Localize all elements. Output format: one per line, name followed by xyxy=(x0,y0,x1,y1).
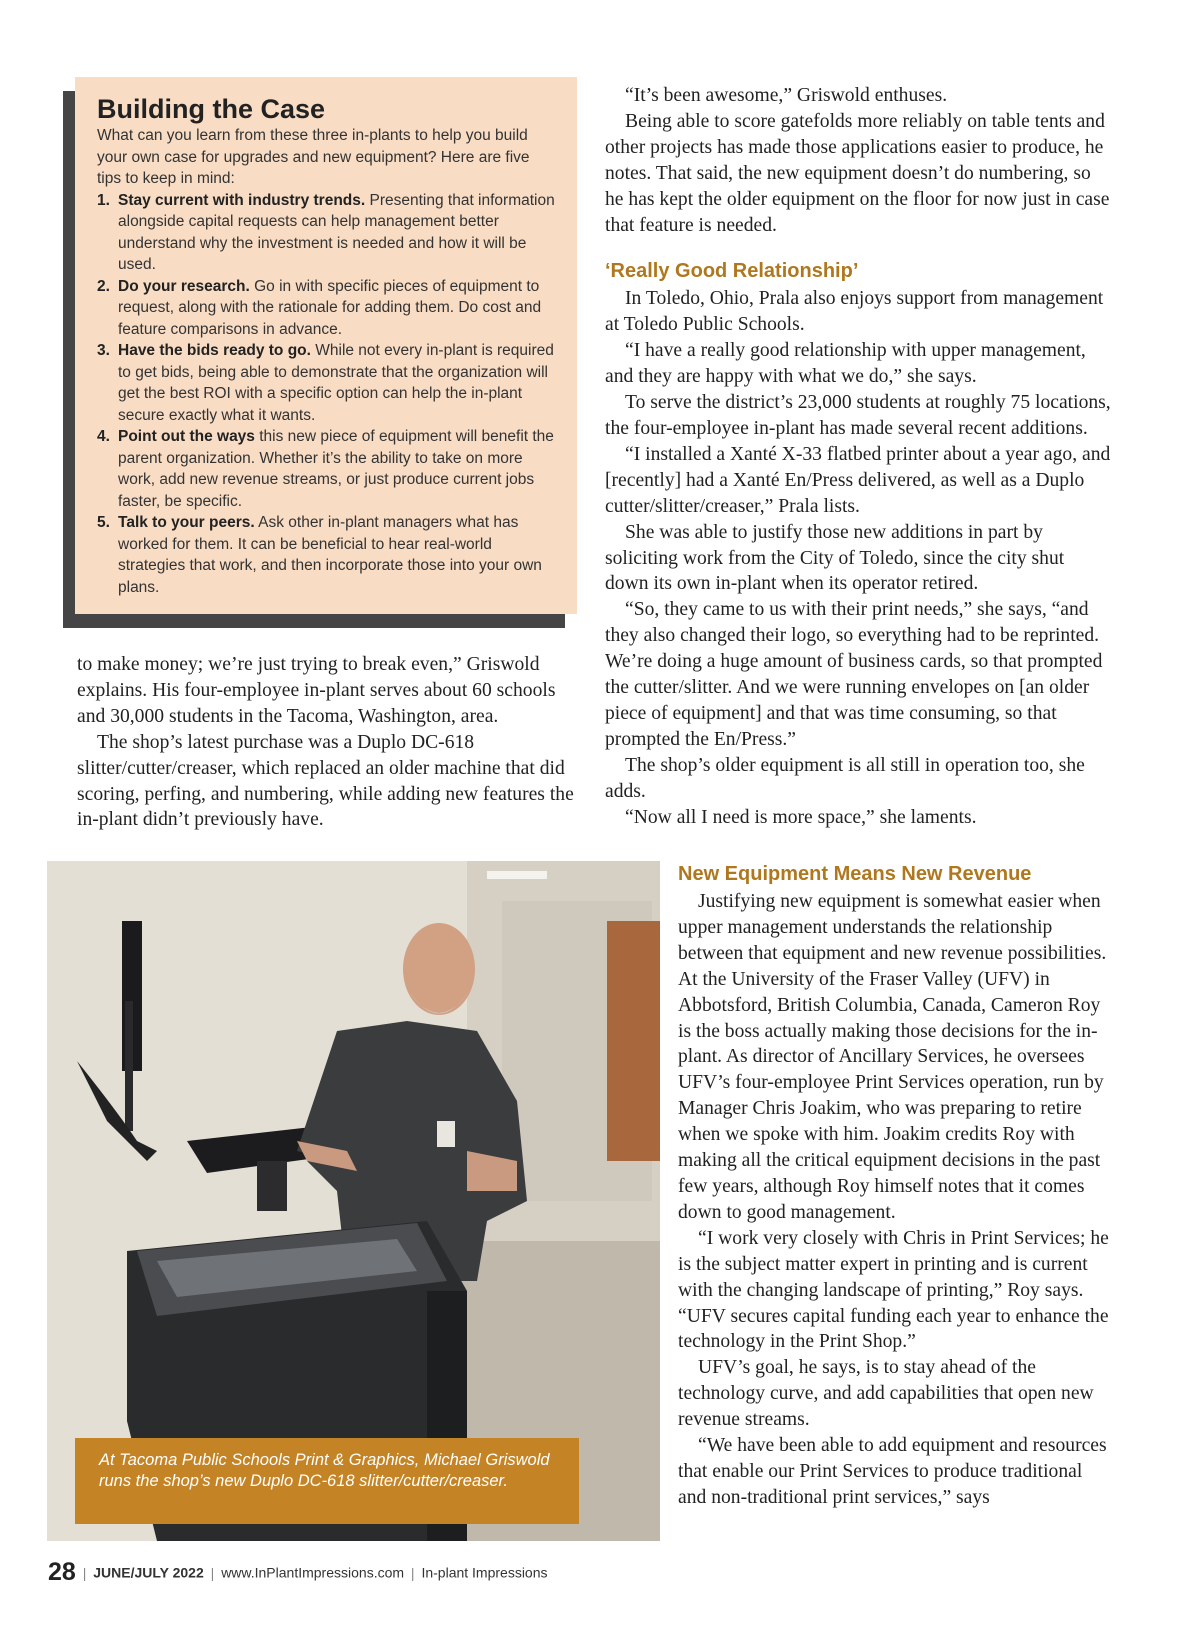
issue-date: JUNE/JULY 2022 xyxy=(93,1564,204,1581)
body-paragraph: “Now all I need is more space,” she laments. xyxy=(625,806,977,828)
section-heading-new-revenue: New Equipment Means New Revenue xyxy=(678,863,1032,885)
tip-number: 2. xyxy=(97,277,110,295)
tip-number: 5. xyxy=(97,514,110,531)
sidebar-intro: What can you learn from these three in-plants to help you build your own case for upgrades and new equipment? Here are five tips to keep in mind: xyxy=(97,127,530,187)
tip-item xyxy=(97,426,555,512)
website-link[interactable]: www.InPlantImpressions.com xyxy=(221,1564,405,1581)
tip-item xyxy=(97,276,555,341)
sidebar-title: Building the Case xyxy=(97,94,326,124)
page-footer xyxy=(48,1558,548,1598)
footer-separator: | xyxy=(410,1564,415,1581)
tip-text: Go in with specific pieces of equipment to request, along with the rationale for adding them. Do cost and feature comparisons in advance. xyxy=(118,277,542,338)
tip-item xyxy=(97,512,555,598)
photo-caption: At Tacoma Public Schools Print & Graphics, Michael Griswold runs the shop’s new Duplo DC-618 slitter/cutter/creaser. xyxy=(75,1438,579,1524)
right-column-bottom-text xyxy=(678,859,1110,1511)
tip-lead: Stay current with industry trends. xyxy=(118,191,366,209)
section-heading-relationship: ‘Really Good Relationship’ xyxy=(605,260,859,283)
body-paragraph: She was able to justify those new additions in part by soliciting work from the City of Toledo, since the city shut down its own in-plant when its operator retired. xyxy=(605,521,1065,595)
body-paragraph: The shop’s latest purchase was a Duplo DC-618 slitter/cutter/creaser, which replaced an older machine that did scoring, perfing, and numbering, while adding new features the in-plant didn’t previously have. xyxy=(77,731,574,831)
tip-lead: Do your research. xyxy=(118,277,250,295)
page-number: 28 xyxy=(48,1558,76,1586)
body-paragraph: In Toledo, Ohio, Prala also enjoys support from management at Toledo Public Schools. xyxy=(605,288,1104,336)
body-paragraph: To serve the district’s 23,000 students at roughly 75 locations, the four-employee in-plant has made several recent additions. xyxy=(605,392,1111,439)
footer-separator: | xyxy=(210,1564,215,1581)
body-paragraph: “It’s been awesome,” Griswold enthuses. xyxy=(625,85,948,106)
tip-number: 4. xyxy=(97,428,110,445)
footer-separator: | xyxy=(82,1564,87,1581)
tip-text: While not every in-plant is required to get bids, being able to demonstrate that the organization will get the best ROI with a specific option can help the in-plant secure exactly what it wants. xyxy=(118,342,554,424)
tip-text: this new piece of equipment will benefit the parent organization. Whether it’s the ability to take on more work, add new revenue streams, or just produce current jobs faster, be specific. xyxy=(118,428,554,510)
tip-lead: Point out the ways xyxy=(118,428,255,445)
tip-lead: Talk to your peers. xyxy=(118,514,255,531)
left-column-text xyxy=(77,652,582,833)
body-paragraph: Justifying new equipment is somewhat easier when upper management understands the relationship between that equipment and new revenue possibilities. At the University of the Fraser Valley (UFV) in Abbotsford, British Columbia, Canada, Cameron Roy is the boss actually making those decisions for the in-plant. As director of Ancillary Services, he oversees UFV’s four-employee Print Services operation, run by Manager Chris Joakim, who was preparing to retire when we spoke with him. Joakim credits Roy with making all the critical equipment decisions in the past few years, although Roy himself notes that it comes down to good management. xyxy=(678,891,1107,1223)
body-paragraph: to make money; we’re just trying to break even,” Griswold explains. His four-employee in-plant serves about 60 schools and 30,000 students in the Tacoma, Washington, area. xyxy=(77,654,556,727)
body-paragraph: Being able to score gatefolds more reliably on table tents and other projects has made those applications easier to produce, he notes. That said, the new equipment doesn’t do numbering, so he has kept the older equipment on the floor for now just in case that feature is needed. xyxy=(605,110,1110,236)
body-paragraph: “I work very closely with Chris in Print Services; he is the subject matter expert in printing and is current with the changing landscape of printing,” Roy says. “UFV secures capital funding each year to enhance the technology in the Print Shop.” xyxy=(678,1227,1109,1353)
tip-number: 3. xyxy=(97,342,110,359)
tip-item xyxy=(97,190,555,276)
body-paragraph: “I installed a Xanté X-33 flatbed printer about a year ago, and [recently] had a Xanté En/Press delivered, as well as a Duplo cutter/slitter/creaser,” Prala lists. xyxy=(605,443,1111,517)
body-paragraph: “I have a really good relationship with upper management, and they are happy with what we do,” she says. xyxy=(605,340,1086,388)
sidebar-tips-list xyxy=(97,190,555,599)
body-paragraph: UFV’s goal, he says, is to stay ahead of the technology curve, and add capabilities that open new revenue streams. xyxy=(678,1357,1094,1431)
right-column-text xyxy=(605,83,1111,830)
tip-lead: Have the bids ready to go. xyxy=(118,342,311,359)
body-paragraph: “So, they came to us with their print needs,” she says, “and they also changed their logo, so everything had to be reprinted. We’re doing a huge amount of business cards, so that prompted the cutter/slitter. And we were running envelopes on [an older piece of equipment] and that was time consuming, so that prompted the En/Press.” xyxy=(605,599,1103,750)
body-paragraph: The shop’s older equipment is all still in operation too, she adds. xyxy=(605,754,1085,802)
tip-text: Presenting that information alongside capital requests can help management better understand why the investment is needed and how it will be used. xyxy=(118,191,555,273)
tip-number: 1. xyxy=(97,191,110,209)
tip-item xyxy=(97,340,555,426)
tip-text: Ask other in-plant managers what has worked for them. It can be beneficial to hear real-world strategies that work, and then incorporate those into your own plans. xyxy=(118,514,542,596)
sidebar-building-the-case xyxy=(75,77,577,614)
body-paragraph: “We have been able to add equipment and resources that enable our Print Services to produce traditional and non-traditional print services,” says xyxy=(678,1435,1107,1508)
magazine-name: In-plant Impressions xyxy=(421,1564,548,1581)
